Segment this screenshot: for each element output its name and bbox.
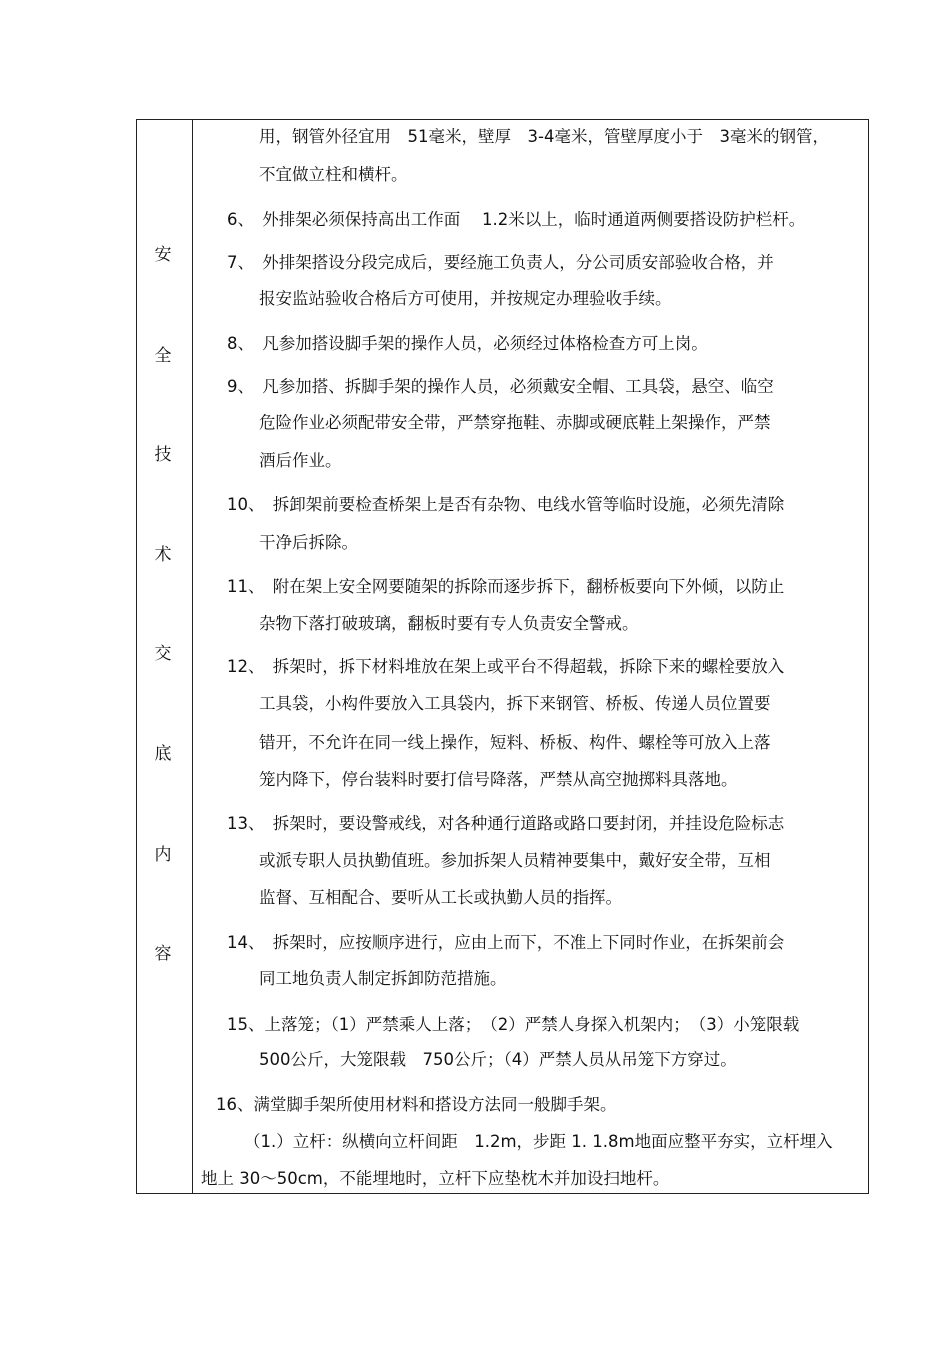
text-line: 监督、互相配合、要听从工长或执勤人员的指挥。 [259,888,622,907]
label-char: 底 [154,744,172,764]
text-line: 干净后拆除。 [259,533,358,552]
text-line: （1.）立杆：纵横向立杆间距 1.2m，步距 1. 1.8m地面应整平夯实，立杆埋入 [244,1132,833,1151]
text-line: 16、满堂脚手架所使用材料和搭设方法同一般脚手架。 [216,1095,617,1114]
text-line: 8、 凡参加搭设脚手架的操作人员，必须经过体格检查方可上岗。 [227,334,708,353]
text-line: 13、 拆架时，要设警戒线，对各种通行道路或路口要封闭，并挂设危险标志 [227,814,785,833]
text-line: 用，钢管外径宜用 51毫米，壁厚 3-4毫米，管壁厚度小于 3毫米的钢管， [259,127,829,146]
text-line: 地上 30～50cm，不能埋地时，立杆下应垫枕木并加设扫地杆。 [201,1169,670,1188]
text-line: 同工地负责人制定拆卸防范措施。 [259,969,507,988]
text-line: 9、 凡参加搭、拆脚手架的操作人员，必须戴安全帽、工具袋，悬空、临空 [227,377,774,396]
label-char: 安 [154,245,172,265]
label-char: 交 [154,644,172,664]
text-line: 不宜做立柱和横杆。 [259,165,408,184]
text-line: 500公斤，大笼限载 750公斤；（4）严禁人员从吊笼下方穿过。 [259,1050,737,1069]
label-char: 内 [154,845,172,865]
text-line: 14、 拆架时，应按顺序进行，应由上而下，不准上下同时作业，在拆架前会 [227,933,785,952]
text-line: 笼内降下，停台装料时要打信号降落，严禁从高空抛掷料具落地。 [259,770,738,789]
label-char: 术 [154,545,172,565]
column-divider [192,119,193,1194]
text-line: 10、 拆卸架前要检查桥架上是否有杂物、电线水管等临时设施，必须先清除 [227,495,785,514]
text-line: 杂物下落打破玻璃，翻板时要有专人负责安全警戒。 [259,614,639,633]
text-line: 或派专职人员执勤值班。参加拆架人员精神要集中，戴好安全带，互相 [259,851,771,870]
text-line: 15、上落笼；（1）严禁乘人上落； （2）严禁人身探入机架内； （3）小笼限载 [227,1015,800,1034]
text-line: 酒后作业。 [259,451,342,470]
label-char: 容 [154,944,172,964]
text-line: 错开，不允许在同一线上操作，短料、桥板、构件、螺栓等可放入上落 [259,733,771,752]
text-line: 报安监站验收合格后方可使用，并按规定办理验收手续。 [259,289,672,308]
text-line: 6、 外排架必须保持高出工作面 1.2米以上，临时通道两侧要搭设防护栏杆。 [227,210,806,229]
text-line: 12、 拆架时，拆下材料堆放在架上或平台不得超载，拆除下来的螺栓要放入 [227,657,785,676]
text-line: 工具袋，小构件要放入工具袋内，拆下来钢管、桥板、传递人员位置要 [259,694,771,713]
text-line: 危险作业必须配带安全带，严禁穿拖鞋、赤脚或硬底鞋上架操作，严禁 [259,413,771,432]
label-char: 技 [154,445,172,465]
text-line: 11、 附在架上安全网要随架的拆除而逐步拆下，翻桥板要向下外倾，以防止 [227,577,785,596]
text-line: 7、 外排架搭设分段完成后，要经施工负责人，分公司质安部验收合格，并 [227,253,774,272]
label-char: 全 [154,346,172,366]
